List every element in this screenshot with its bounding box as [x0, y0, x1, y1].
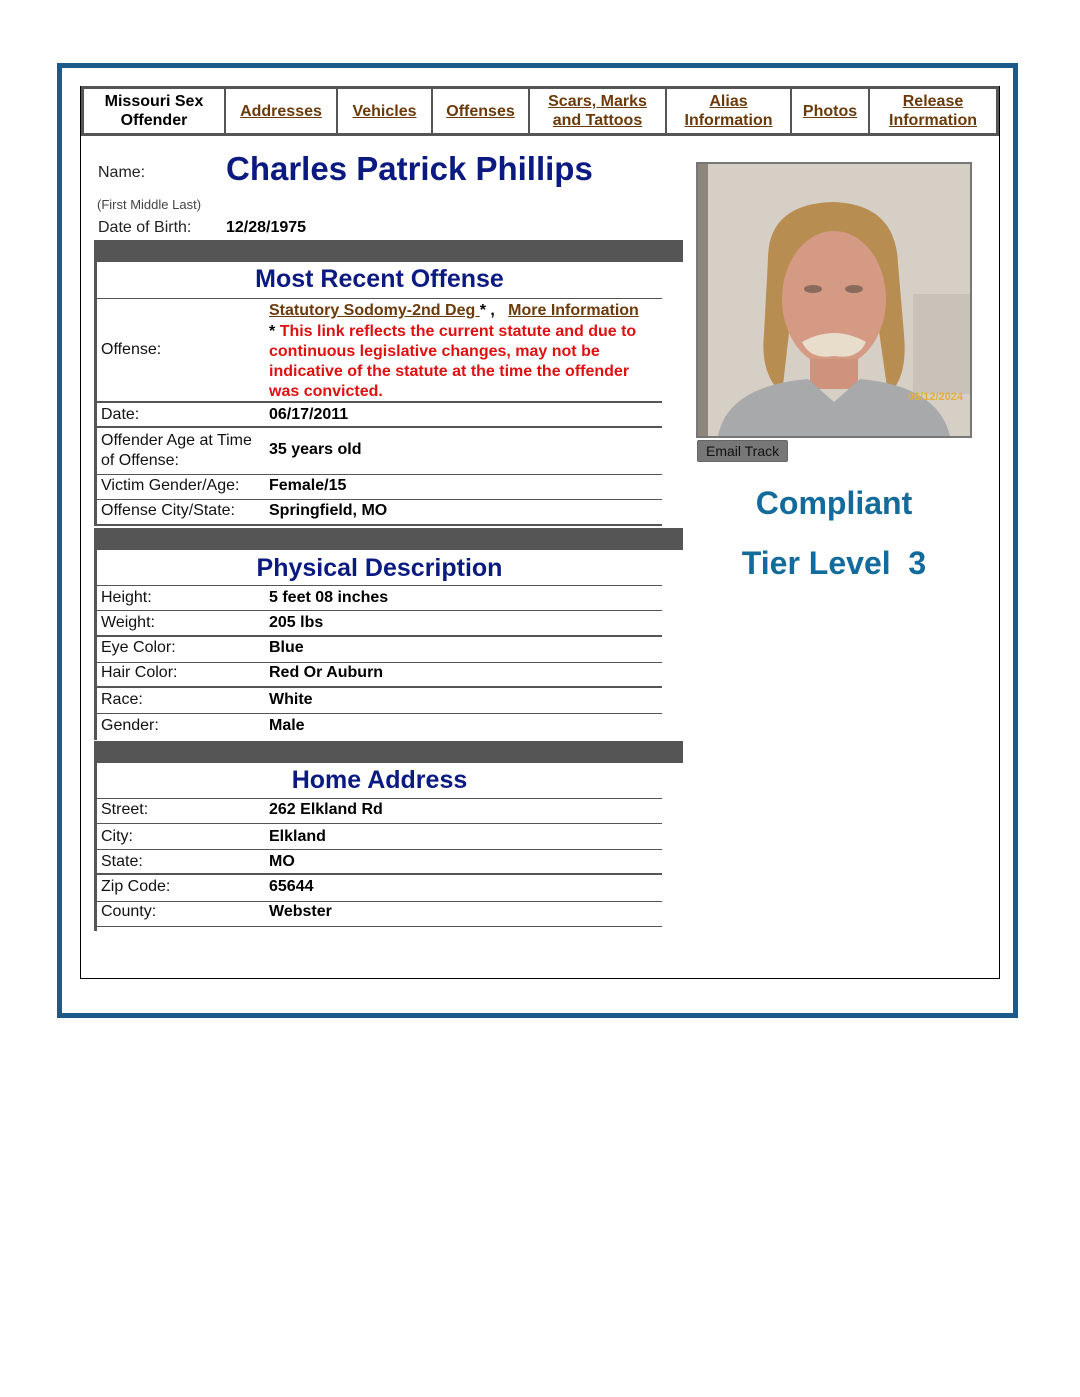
statute-link[interactable]: Statutory Sodomy-2nd Deg: [269, 302, 480, 319]
hair-color-row: [97, 663, 662, 688]
zip-value: 65644: [269, 878, 314, 895]
offender-age-row: [97, 428, 662, 475]
tab-vehicles[interactable]: [338, 89, 433, 133]
weight-value: 205 lbs: [269, 614, 324, 631]
county-label: County:: [101, 903, 157, 920]
tier-value: 3: [908, 545, 927, 581]
most-recent-offense-title: Most Recent Offense: [255, 265, 504, 293]
offense-city-label: Offense City/State:: [101, 502, 235, 519]
city-label: City:: [101, 828, 133, 845]
victim-row: [97, 475, 662, 500]
offenses-link[interactable]: Offenses: [446, 102, 515, 120]
alias-information-link[interactable]: Alias Information: [684, 93, 773, 129]
offender-nav: [81, 86, 999, 136]
disclaimer-text: This link reflects the current statute and due to continuous legislative changes, may not be indicative of the statute at the time the offender was convicted.: [269, 323, 637, 400]
offense-date-row: [97, 403, 662, 428]
offense-label: Offense:: [101, 341, 162, 358]
state-row: [97, 850, 662, 875]
weight-row: [97, 611, 662, 637]
state-value: MO: [269, 853, 295, 870]
tab-addresses[interactable]: [226, 89, 338, 133]
tab-scars-marks-tattoos[interactable]: [530, 89, 667, 133]
more-information-link[interactable]: More Information: [508, 302, 639, 319]
addresses-link[interactable]: Addresses: [240, 102, 322, 120]
offender-age-value: 35 years old: [269, 441, 362, 458]
victim-value: Female/15: [269, 477, 347, 494]
tab-offenses[interactable]: [433, 89, 530, 133]
tab-photos[interactable]: [792, 89, 870, 133]
victim-label: Victim Gender/Age:: [101, 477, 240, 494]
state-label: State:: [101, 853, 143, 870]
home-address-title: Home Address: [291, 766, 468, 794]
dob-label: Date of Birth:: [98, 219, 192, 236]
street-row: [97, 799, 662, 824]
portrait-icon: [698, 164, 970, 436]
eye-color-row: [97, 637, 662, 663]
tier-level: [696, 545, 972, 582]
race-value: White: [269, 691, 313, 708]
gender-row: [97, 714, 662, 740]
height-row: [97, 586, 662, 611]
tab-alias-information[interactable]: [667, 89, 792, 133]
email-track-button[interactable]: Email Track: [697, 440, 788, 462]
nav-title: [84, 89, 226, 133]
street-label: Street:: [101, 801, 149, 818]
disclaimer-star: *: [269, 323, 276, 340]
link-separator: * ,: [479, 302, 495, 319]
race-row: [97, 688, 662, 714]
eye-color-label: Eye Color:: [101, 639, 176, 656]
date-value: 06/17/2011: [269, 406, 349, 423]
release-information-link[interactable]: Release Information: [889, 93, 977, 129]
offense-city-value: Springfield, MO: [269, 502, 388, 519]
statute-disclaimer: [269, 322, 649, 402]
name-label: Name:: [98, 164, 146, 181]
section-divider: [94, 528, 683, 550]
city-row: [97, 824, 662, 850]
gender-value: Male: [269, 717, 305, 734]
date-label: Date:: [101, 406, 140, 423]
offender-age-label: Offender Age at Time of Offense:: [101, 432, 252, 469]
offense-city-row: [97, 500, 662, 526]
hair-color-value: Red Or Auburn: [269, 664, 384, 681]
street-value: 262 Elkland Rd: [269, 801, 383, 818]
compliance-status: Compliant: [755, 485, 913, 521]
zip-row: [97, 875, 662, 902]
race-label: Race:: [101, 691, 143, 708]
height-label: Height:: [101, 589, 152, 606]
photos-link[interactable]: Photos: [802, 102, 858, 120]
physical-description-title: Physical Description: [256, 554, 503, 582]
vehicles-link[interactable]: Vehicles: [352, 102, 417, 120]
section-divider: [94, 741, 683, 763]
offender-photo[interactable]: [696, 162, 972, 438]
zip-label: Zip Code:: [101, 878, 171, 895]
section-divider: [94, 240, 683, 262]
weight-label: Weight:: [101, 614, 155, 631]
nav-title-text: Missouri Sex Offender: [104, 93, 204, 129]
city-value: Elkland: [269, 828, 326, 845]
eye-color-value: Blue: [269, 639, 304, 656]
height-value: 5 feet 08 inches: [269, 589, 389, 606]
gender-label: Gender:: [101, 717, 159, 734]
county-value: Webster: [269, 903, 332, 920]
offender-name: Charles Patrick Phillips: [226, 150, 593, 187]
photo-date: 06/12/2024: [907, 391, 963, 403]
tab-release-information[interactable]: [870, 89, 996, 133]
scars-marks-tattoos-link[interactable]: Scars, Marks and Tattoos: [548, 93, 647, 129]
dob-value: 12/28/1975: [226, 219, 307, 236]
offense-links: [269, 302, 639, 320]
tier-label: Tier Level: [741, 545, 891, 581]
name-format-hint: (First Middle Last): [97, 197, 202, 212]
county-row: [97, 902, 662, 927]
hair-color-label: Hair Color:: [101, 664, 178, 681]
